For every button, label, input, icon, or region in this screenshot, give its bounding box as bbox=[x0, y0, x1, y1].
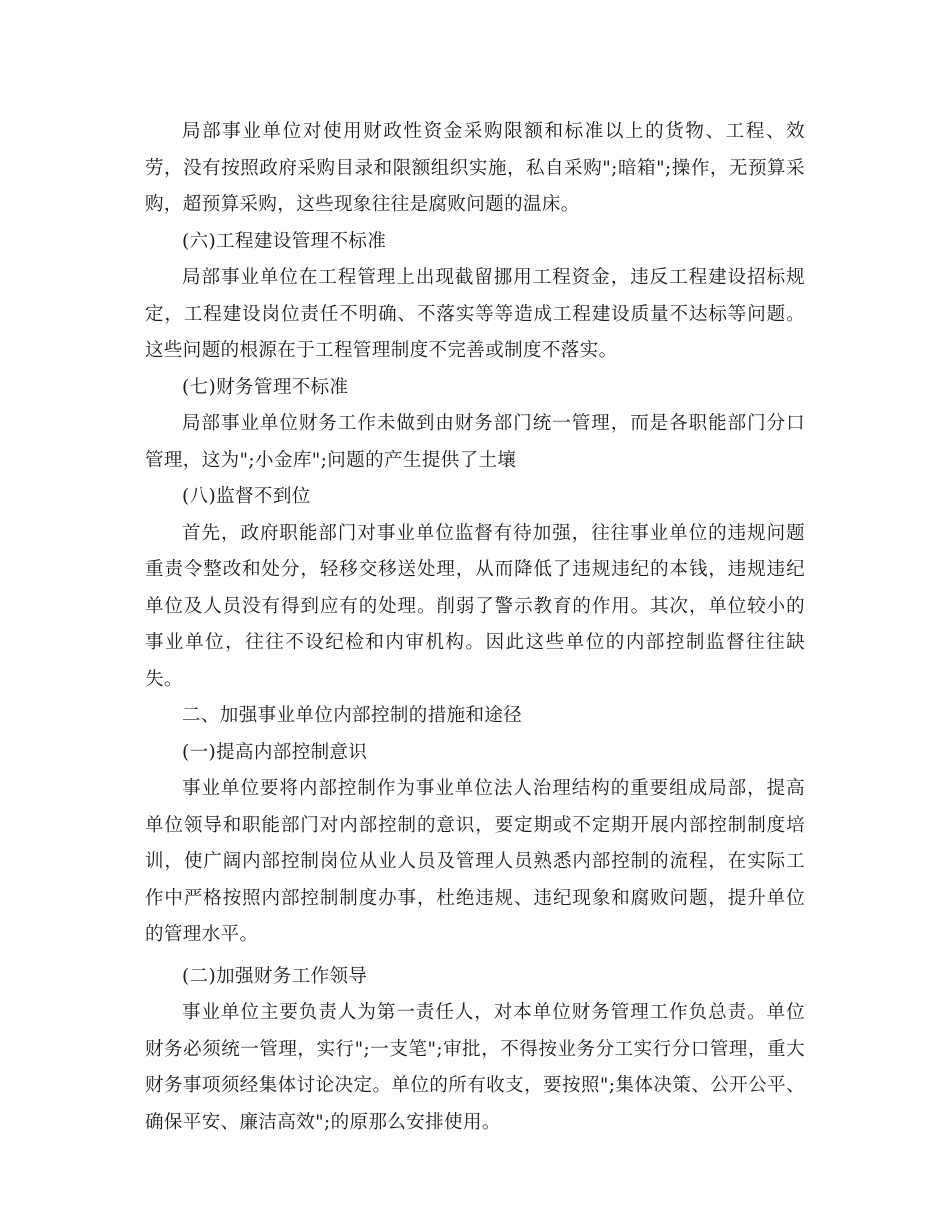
paragraph-finance-management: 局部事业单位财务工作未做到由财务部门统一管理，而是各职能部门分口管理，这为";小金库";问题的产生提供了土壤 bbox=[145, 413, 805, 471]
document-body bbox=[145, 114, 805, 1141]
heading-subsection-1: (一)提高内部控制意识 bbox=[182, 741, 368, 763]
paragraph-supervision: 首先，政府职能部门对事业单位监督有待加强，往往事业单位的违规问题重责令整改和处分，轻移交移送处理，从而降低了违规违纪的本钱，违规违纪单位及人员没有得到应有的处理。削弱了警示教育的作用。其次，单位较小的事业单位，往往不设纪检和内审机构。因此这些单位的内部控制监督往往缺失。 bbox=[145, 522, 805, 690]
heading-subsection-2: (二)加强财务工作领导 bbox=[182, 965, 368, 987]
heading-part-2: 二、加强事业单位内部控制的措施和途径 bbox=[182, 705, 523, 726]
paragraph-engineering: 局部事业单位在工程管理上出现截留挪用工程资金，违反工程建设招标规定，工程建设岗位责任不明确、不落实等等造成工程建设质量不达标等问题。这些问题的根源在于工程管理制度不完善或制度不落实。 bbox=[145, 267, 805, 361]
heading-section-8: (八)监督不到位 bbox=[182, 486, 311, 507]
paragraph-procurement: 局部事业单位对使用财政性资金采购限额和标准以上的货物、工程、效劳，没有按照政府采购目录和限额组织实施，私自采购";暗箱";操作，无预算采购，超预算采购，这些现象往往是腐败问题的温床。 bbox=[145, 121, 805, 215]
paragraph-awareness: 事业单位要将内部控制作为事业单位法人治理结构的重要组成局部，提高单位领导和职能部门对内部控制的意识，要定期或不定期开展内部控制制度培训，使广阔内部控制岗位从业人员及管理人员熟悉内部控制的流程，在实际工作中严格按照内部控制制度办事，杜绝违规、违纪现象和腐败问题，提升单位的管理水平。 bbox=[145, 778, 805, 945]
heading-section-6: (六)工程建设管理不标准 bbox=[182, 230, 387, 252]
paragraph-leadership: 事业单位主要负责人为第一责任人，对本单位财务管理工作负总责。单位财务必须统一管理，实行";一支笔";审批，不得按业务分工实行分口管理，重大财务事项须经集体讨论决定。单位的所有收支，要按照";集体决策、公开公平、确保平安、廉洁高效";的原那么安排使用。 bbox=[145, 1002, 805, 1133]
heading-section-7: (七)财务管理不标准 bbox=[182, 376, 349, 398]
